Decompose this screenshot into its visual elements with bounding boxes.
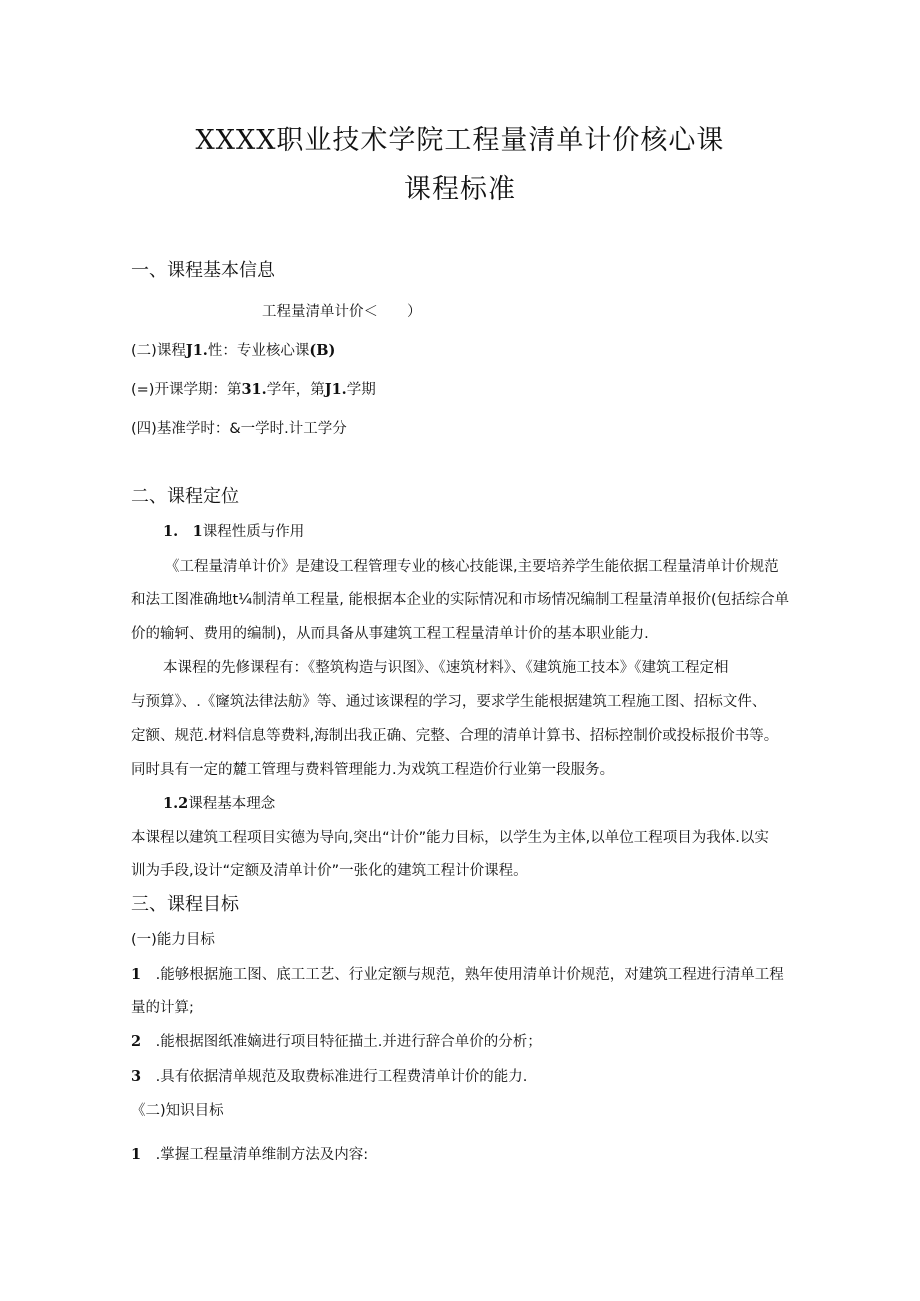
list-item: [131, 1067, 527, 1087]
section-heading-positioning: 二、课程定位: [131, 486, 239, 507]
course-term-line: [131, 380, 376, 400]
document-title: XXXX职业技术学院工程量清单计价核心课: [195, 125, 725, 156]
list-item: [131, 1145, 368, 1165]
list-item-number: 2: [131, 1033, 142, 1050]
subheading-number: 1. 1: [163, 523, 203, 540]
subheading-label: 课程性质与作用: [202, 524, 305, 540]
section-heading-objectives: 三、课程目标: [131, 894, 239, 915]
paragraph-line: 价的输轲、费用的编制)，从而具备从事建筑工程工程量清单计价的基本职业能力.: [131, 626, 649, 642]
nature-prefix: (二)课程: [131, 343, 186, 359]
paragraph-line: 《工程量清单计价》是建设工程管理专业的核心技能课,主要培养学生能依据工程量清单计价规范: [165, 559, 779, 575]
section-heading-basic-info: 一、课程基本信息: [131, 260, 275, 281]
list-item-number: 1: [131, 966, 142, 983]
term-end: 学期: [346, 382, 376, 398]
term-prefix: (=)开课学期：第: [131, 382, 242, 398]
paragraph-line: 同时具有一定的麓工管理与费料管理能力.为戏筑工程造价行业第一段服务。: [131, 762, 615, 778]
paragraph-line: 训为手段,设计“定额及清单计价”一张化的建筑工程计价课程。: [131, 863, 528, 879]
nature-end: (B): [309, 342, 336, 359]
paragraph-line: 与预算》、.《窿筑法律法舫》等、通过该课程的学习，要求学生能根据建筑工程施工图、招标文件、: [131, 694, 767, 710]
term-semester: J1.: [324, 381, 347, 398]
list-item-text: .具有依据清单规范及取费标准进行工程费清单计价的能力.: [155, 1069, 528, 1085]
list-item-text: .能够根据施工图、底工工艺、行业定额与规范，熟年使用清单计价规范，对建筑工程进行清单工程: [155, 967, 784, 983]
subheading-basic-concept: [163, 794, 275, 814]
list-item-number: 1: [131, 1146, 142, 1163]
paragraph-line: 本课程以建筑工程项目实德为导向,突出“计价”能力目标，以学生为主体,以单位工程项目为我体.以实: [131, 830, 769, 846]
list-item: [131, 1032, 542, 1052]
course-nature-line: [131, 341, 335, 361]
term-mid: 学年，第: [266, 382, 325, 398]
list-item-text: .掌握工程量清单维制方法及内容:: [155, 1147, 369, 1163]
list-item-continuation: 量的计算;: [131, 1000, 194, 1016]
course-hours-line: (四)基准学时：&一学时.计工学分: [131, 421, 347, 437]
list-item-text: .能根据图纸准嫡进行项目特征描土.并进行辞合单价的分析；: [155, 1034, 542, 1050]
course-name-line: 工程量清单计价＜ ）: [262, 304, 422, 320]
list-item: [131, 965, 784, 985]
subheading-number: 1.2: [163, 795, 189, 812]
subheading-knowledge-goals: 《二)知识目标: [131, 1103, 224, 1119]
term-year: 31.: [241, 381, 267, 398]
subheading-ability-goals: (一)能力目标: [131, 932, 215, 948]
list-item-number: 3: [131, 1068, 142, 1085]
paragraph-line: 定额、规范.材料信息等费料,海制出我正确、完整、合理的清单计算书、招标控制价或投标报价书等。: [131, 728, 779, 744]
subheading-label: 课程基本理念: [188, 796, 276, 812]
nature-mid: 性：专业核心课: [207, 343, 310, 359]
subheading-nature-role: [163, 522, 304, 542]
paragraph-line: 本课程的先修课程有：《整筑构造与识图》、《速筑材料》、《建筑施工技本》《建筑工程定相: [163, 660, 729, 676]
document-subtitle: 课程标准: [404, 174, 516, 205]
nature-bold: J1.: [185, 342, 208, 359]
paragraph-line: 和法工图准确地t¼制清单工程量, 能根据本企业的实际情况和市场情况编制工程量清单报价(包括综合单: [131, 592, 790, 608]
